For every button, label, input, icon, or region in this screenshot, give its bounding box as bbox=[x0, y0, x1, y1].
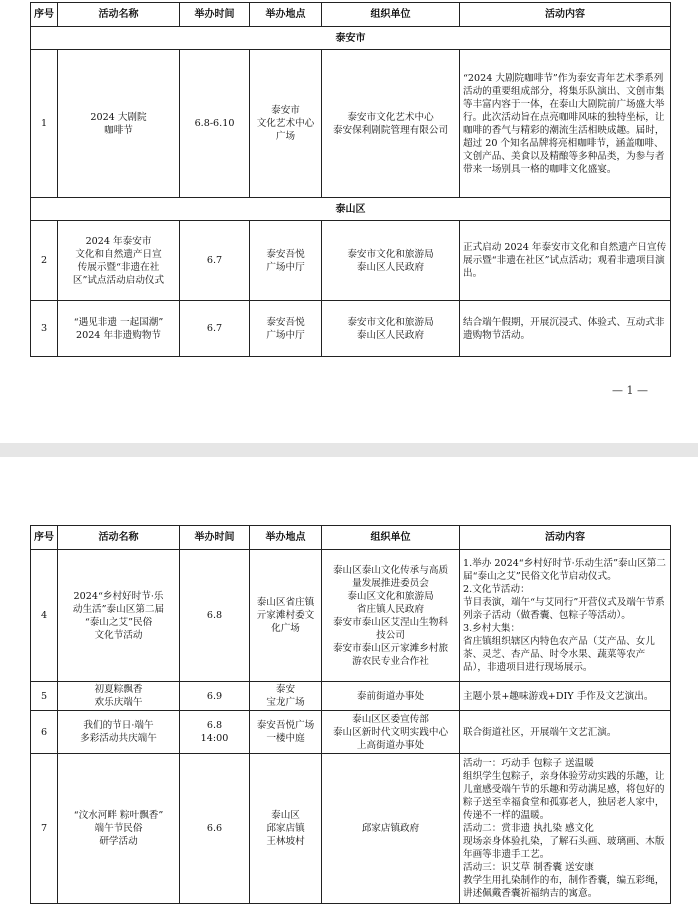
header-place: 举办地点 bbox=[250, 526, 322, 550]
cell-org: 泰前街道办事处 bbox=[322, 682, 460, 711]
cell-org: 邱家店镇政府 bbox=[322, 754, 460, 904]
cell-place: 泰山区省庄镇 亓家滩村委文 化广场 bbox=[250, 550, 322, 682]
cell-no: 7 bbox=[31, 754, 58, 904]
header-time: 举办时间 bbox=[180, 526, 250, 550]
cell-name: 我们的节日·端午 多彩活动共庆端午 bbox=[58, 711, 180, 754]
cell-place: 泰安吾悦 广场中厅 bbox=[250, 221, 322, 301]
cell-name: “遇见非遗 一起国潮” 2024 年非遗购物节 bbox=[58, 301, 180, 357]
header-no: 序号 bbox=[31, 526, 58, 550]
page-number: — 1 — bbox=[612, 384, 648, 397]
cell-org: 泰安市文化和旅游局 泰山区人民政府 bbox=[322, 221, 460, 301]
cell-place: 泰安吾悦 广场中厅 bbox=[250, 301, 322, 357]
cell-no: 3 bbox=[31, 301, 58, 357]
cell-content: 1.举办 2024“乡村好时节·乐动生活”泰山区第二届“泰山之艾”民俗文化节启动仪式。 2.文化节活动： 节目表演，端午“与艾同行”开营仪式及端午节系列亲子活动（做香囊、包粽子等活动）。 3.乡村大集： 省庄镇组织辖区内特色农产品（艾产品、女儿茶、灵芝、杏产品、时令水果、蔬菜等农产品），非遗项目进行现场展示。 bbox=[460, 550, 671, 682]
page-separator bbox=[0, 443, 698, 457]
table-row bbox=[31, 550, 671, 682]
cell-no: 6 bbox=[31, 711, 58, 754]
cell-content: 联合街道社区，开展端午文艺汇演。 bbox=[460, 711, 671, 754]
cell-content: “2024 大剧院咖啡节”作为泰安青年艺术季系列活动的重要组成部分，将集乐队演出、文创市集等丰富内容于一体，在泰山大剧院前广场盛大举行。此次活动旨在点亮咖啡风味的独特坐标，让咖啡的香气与精彩的潮流生活相映成趣。届时，超过 20 个知名品牌将亮相咖啡节，涵盖咖啡、文创产品、美食以及精酿等多种品类，为参与者带来一场别具一格的咖啡文化盛宴。 bbox=[460, 50, 671, 198]
table-row bbox=[31, 301, 671, 357]
cell-org: 泰山区泰山文化传承与高质 量发展推进委员会 泰山区文化和旅游局 省庄镇人民政府 泰安市泰山区艾涅山生物科 技公司 泰安市泰山区亓家滩乡村旅 游农民专业合作社 bbox=[322, 550, 460, 682]
cell-name: “汶水河畔 粽叶飘香” 端午节民俗 研学活动 bbox=[58, 754, 180, 904]
table-row bbox=[31, 711, 671, 754]
cell-time: 6.8 bbox=[180, 550, 250, 682]
table-header-row bbox=[31, 3, 671, 27]
header-org: 组织单位 bbox=[322, 3, 460, 27]
cell-content: 活动一：巧动手 包粽子 送温暖 组织学生包粽子，亲身体验劳动实践的乐趣，让儿童感受端午节的乐趣和劳动满足感，将包好的粽子送至幸福食堂和孤寡老人，独居老人家中，传递不一样的温暖。 活动二：赏非遗 执扎染 感文化 现场亲身体验扎染，了解石头画、玻璃画、木版年画等非遗手工艺。 活动三：识艾草 制香囊 送安康 教学生用扎染制作的布，制作香囊，编五彩绳，讲述佩戴香囊祈福纳吉的寓意。 bbox=[460, 754, 671, 904]
cell-time: 6.6 bbox=[180, 754, 250, 904]
document-page-1 bbox=[0, 0, 698, 443]
cell-name: 2024“乡村好时节·乐 动生活”泰山区第二届 “泰山之艾”民俗 文化节活动 bbox=[58, 550, 180, 682]
header-name: 活动名称 bbox=[58, 526, 180, 550]
document-page-2 bbox=[0, 457, 698, 912]
cell-no: 4 bbox=[31, 550, 58, 682]
header-no: 序号 bbox=[31, 3, 58, 27]
section-row-taian bbox=[31, 27, 671, 50]
cell-content: 结合端午假期，开展沉浸式、体验式、互动式非遗购物节活动。 bbox=[460, 301, 671, 357]
cell-place: 泰安吾悦广场 一楼中庭 bbox=[250, 711, 322, 754]
cell-name: 2024 大剧院 咖啡节 bbox=[58, 50, 180, 198]
cell-time: 6.7 bbox=[180, 301, 250, 357]
cell-name: 2024 年泰安市 文化和自然遗产日宣 传展示暨“非遗在社 区”试点活动启动仪式 bbox=[58, 221, 180, 301]
header-name: 活动名称 bbox=[58, 3, 180, 27]
activity-table-page-1 bbox=[30, 2, 671, 357]
cell-time: 6.9 bbox=[180, 682, 250, 711]
table-row bbox=[31, 221, 671, 301]
cell-place: 泰安市 文化艺术中心 广场 bbox=[250, 50, 322, 198]
table-row bbox=[31, 50, 671, 198]
cell-no: 2 bbox=[31, 221, 58, 301]
header-org: 组织单位 bbox=[322, 526, 460, 550]
cell-no: 5 bbox=[31, 682, 58, 711]
table-row bbox=[31, 754, 671, 904]
table-header-row bbox=[31, 526, 671, 550]
cell-org: 泰安市文化艺术中心 泰安保利剧院管理有限公司 bbox=[322, 50, 460, 198]
cell-no: 1 bbox=[31, 50, 58, 198]
cell-place: 泰安 宝龙广场 bbox=[250, 682, 322, 711]
section-row-taishan bbox=[31, 198, 671, 221]
cell-org: 泰山区区委宣传部 泰山区新时代文明实践中心 上高街道办事处 bbox=[322, 711, 460, 754]
cell-time: 6.7 bbox=[180, 221, 250, 301]
cell-time: 6.8 14:00 bbox=[180, 711, 250, 754]
activity-table-page-2 bbox=[30, 525, 671, 904]
header-content: 活动内容 bbox=[460, 526, 671, 550]
table-row bbox=[31, 682, 671, 711]
header-place: 举办地点 bbox=[250, 3, 322, 27]
section-title-taishan: 泰山区 bbox=[31, 198, 671, 221]
cell-name: 初夏粽飘香 欢乐庆端午 bbox=[58, 682, 180, 711]
section-title-taian: 泰安市 bbox=[31, 27, 671, 50]
cell-content: 主题小景+趣味游戏+DIY 手作及文艺演出。 bbox=[460, 682, 671, 711]
cell-org: 泰安市文化和旅游局 泰山区人民政府 bbox=[322, 301, 460, 357]
header-content: 活动内容 bbox=[460, 3, 671, 27]
header-time: 举办时间 bbox=[180, 3, 250, 27]
cell-content: 正式启动 2024 年泰安市文化和自然遗产日宣传展示暨“非遗在社区”试点活动；观看非遗项目演出。 bbox=[460, 221, 671, 301]
cell-time: 6.8-6.10 bbox=[180, 50, 250, 198]
cell-place: 泰山区 邱家店镇 王林坡村 bbox=[250, 754, 322, 904]
